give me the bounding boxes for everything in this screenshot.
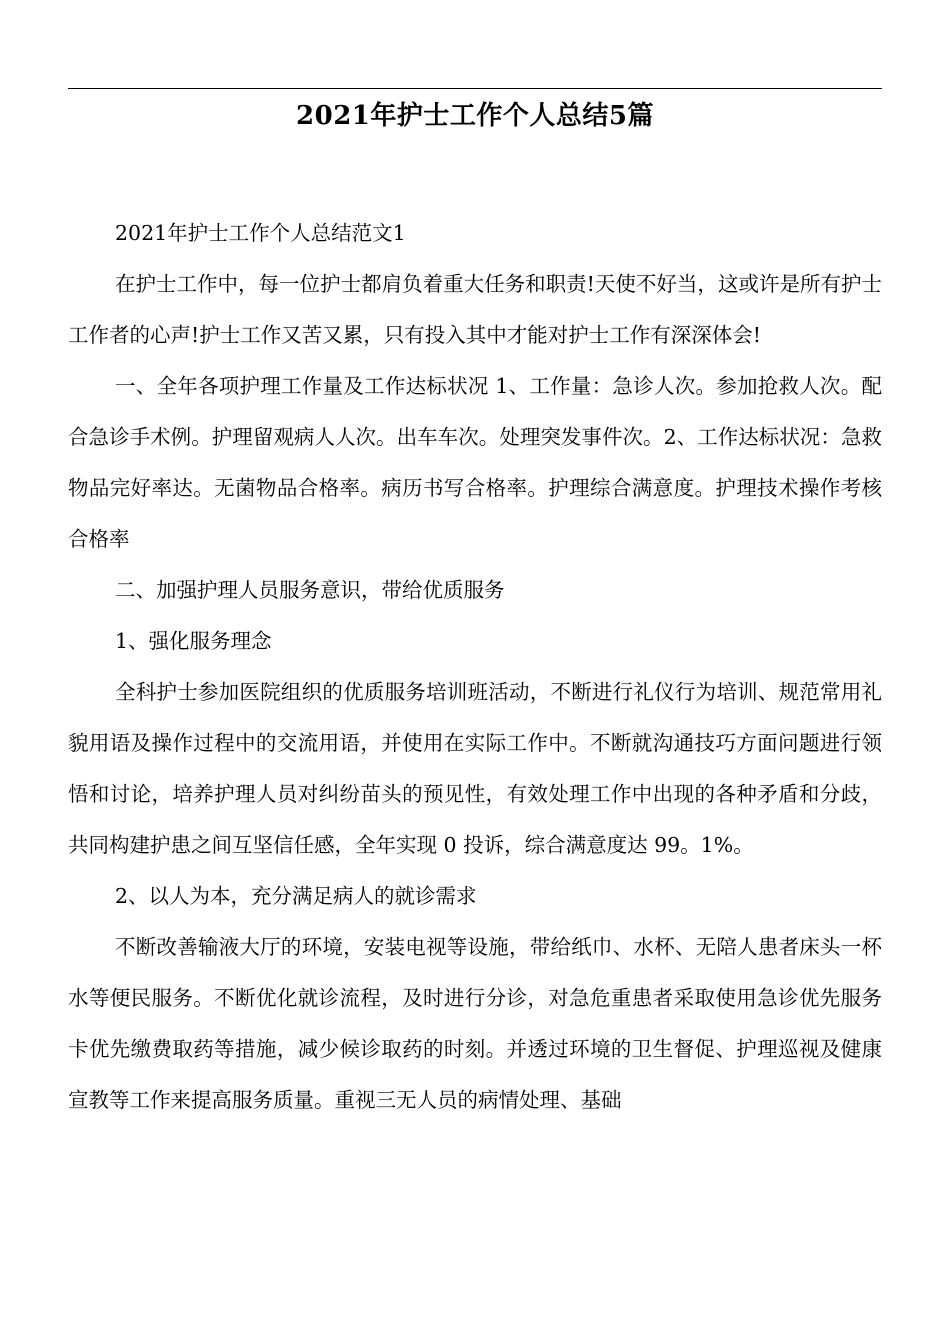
paragraph-intro: 在护士工作中，每一位护士都肩负着重大任务和职责!天使不好当，这或许是所有护士工作者的心声!护士工作又苦又累，只有投入其中才能对护士工作有深深体会!: [68, 272, 882, 347]
paragraph-service-training: 全科护士参加医院组织的优质服务培训班活动，不断进行礼仪行为培训、规范常用礼貌用语及操作过程中的交流用语，并使用在实际工作中。不断就沟通技巧方面问题进行领悟和讨论，培养护理人员对纠纷苗头的预见性，有效处理工作中出现的各种矛盾和分歧，共同构建护患之间互坚信任感，全年实现 0 投诉，综合满意度达 99。1%。: [68, 680, 882, 857]
paragraph-environment: 不断改善输液大厅的环境，安装电视等设施，带给纸巾、水杯、无陪人患者床头一杯水等便民服务。不断优化就诊流程，及时进行分诊，对急危重患者采取使用急诊优先服务卡优先缴费取药等措施，减少候诊取药的时刻。并透过环境的卫生督促、护理巡视及健康宣教等工作来提高服务质量。重视三无人员的病情处理、基础: [68, 935, 882, 1112]
paragraph-subheading-2: 2、以人为本，充分满足病人的就诊需求: [115, 884, 477, 908]
paragraph-subheading-1: 1、强化服务理念: [115, 629, 272, 653]
paragraph-section-2-heading: 二、加强护理人员服务意识，带给优质服务: [115, 578, 505, 602]
header-rule: [68, 88, 882, 89]
paragraph-subtitle: 2021年护士工作个人总结范文1: [115, 221, 406, 245]
document-title: 2021年护士工作个人总结5篇: [296, 101, 654, 131]
document-body: [68, 208, 882, 1126]
paragraph-section-1: 一、全年各项护理工作量及工作达标状况 1、工作量：急诊人次。参加抢救人次。配合急诊手术例。护理留观病人人次。出车车次。处理突发事件次。2、工作达标状况：急救物品完好率达。无菌物品合格率。病历书写合格率。护理综合满意度。护理技术操作考核合格率: [68, 374, 882, 551]
